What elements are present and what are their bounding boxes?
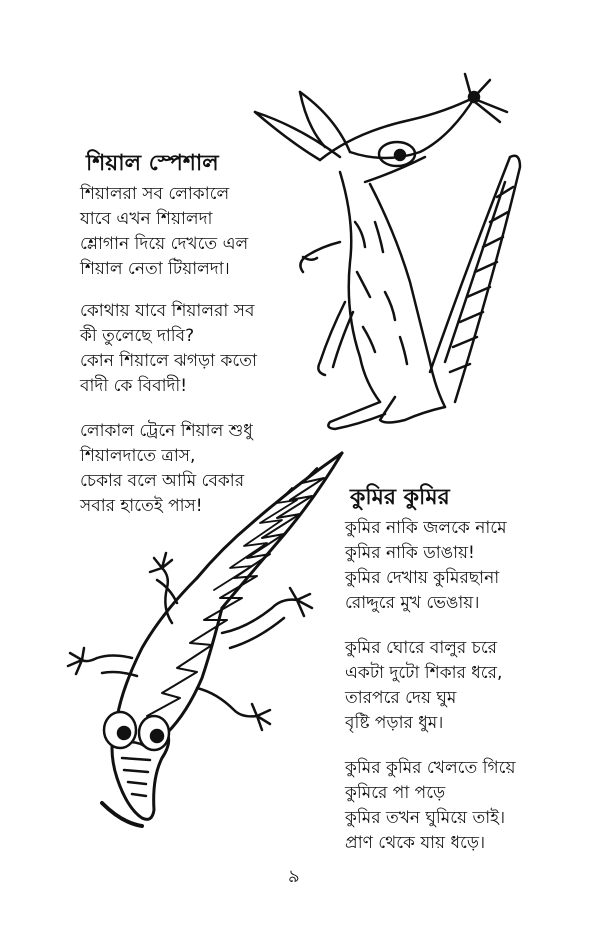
- poem-line: কী তুলেছে দাবি?: [80, 326, 195, 346]
- poem-line: শিয়াল নেতা টিয়ালদা।: [80, 259, 230, 279]
- poem1-stanza-1: [80, 182, 248, 282]
- poem-line: কোন শিয়ালে ঝগড়া কতো: [80, 351, 257, 371]
- poem-line: কুমির ঘোরে বালুর চরে: [345, 638, 498, 658]
- poem-line: বৃষ্টি পড়ার ধুম।: [345, 713, 444, 733]
- poem2-stanza-1: [345, 516, 507, 616]
- poem1-stanza-2: [80, 299, 257, 399]
- poem-line: কোথায় যাবে শিয়ালরা সব: [80, 301, 255, 321]
- poem-title-fox: শিয়াল স্পেশাল: [86, 151, 219, 176]
- poem-line: কুমির দেখায় কুমিরছানা: [345, 568, 500, 588]
- fox-illustration-icon: [245, 72, 535, 437]
- poem-line: লোকাল ট্রেনে শিয়াল শুধু: [80, 421, 253, 441]
- poem-line: শিয়ালদাতে ত্রাস,: [80, 446, 196, 466]
- poem-line: যাবে এখন শিয়ালদা: [80, 209, 213, 229]
- poem2-stanza-2: [345, 636, 502, 736]
- poem-line: শিয়ালরা সব লোকালে: [80, 184, 230, 204]
- poem-line: কুমির নাকি ডাঙায়!: [345, 543, 475, 563]
- poem2-stanza-3: [345, 756, 515, 856]
- poem-line: কুমিরে পা পড়ে: [345, 783, 446, 803]
- page-number: ৯: [288, 866, 300, 887]
- poem-title-crocodile: কুমির কুমির: [350, 485, 450, 510]
- poem-line: সবার হাতেই পাস!: [80, 496, 203, 516]
- poem-line: বাদী কে বিবাদী!: [80, 376, 188, 396]
- poem-line: কুমির নাকি জলকে নামে: [345, 518, 507, 538]
- poem-line: কুমির কুমির খেলতে গিয়ে: [345, 758, 516, 778]
- crocodile-illustration-icon: [62, 448, 352, 828]
- poem-line: চেকার বলে আমি বেকার: [80, 471, 245, 491]
- poem-line: একটা দুটো শিকার ধরে,: [345, 663, 503, 683]
- poem-line: কুমির তখন ঘুমিয়ে তাই।: [345, 808, 506, 828]
- poem-line: তারপরে দেয় ঘুম: [345, 688, 457, 708]
- poem-line: প্রাণ থেকে যায় ধড়ে।: [345, 833, 486, 853]
- poem-line: শ্লোগান দিয়ে দেখতে এল: [80, 234, 249, 254]
- poem-line: রোদ্দুরে মুখ ভেঙায়।: [345, 593, 480, 613]
